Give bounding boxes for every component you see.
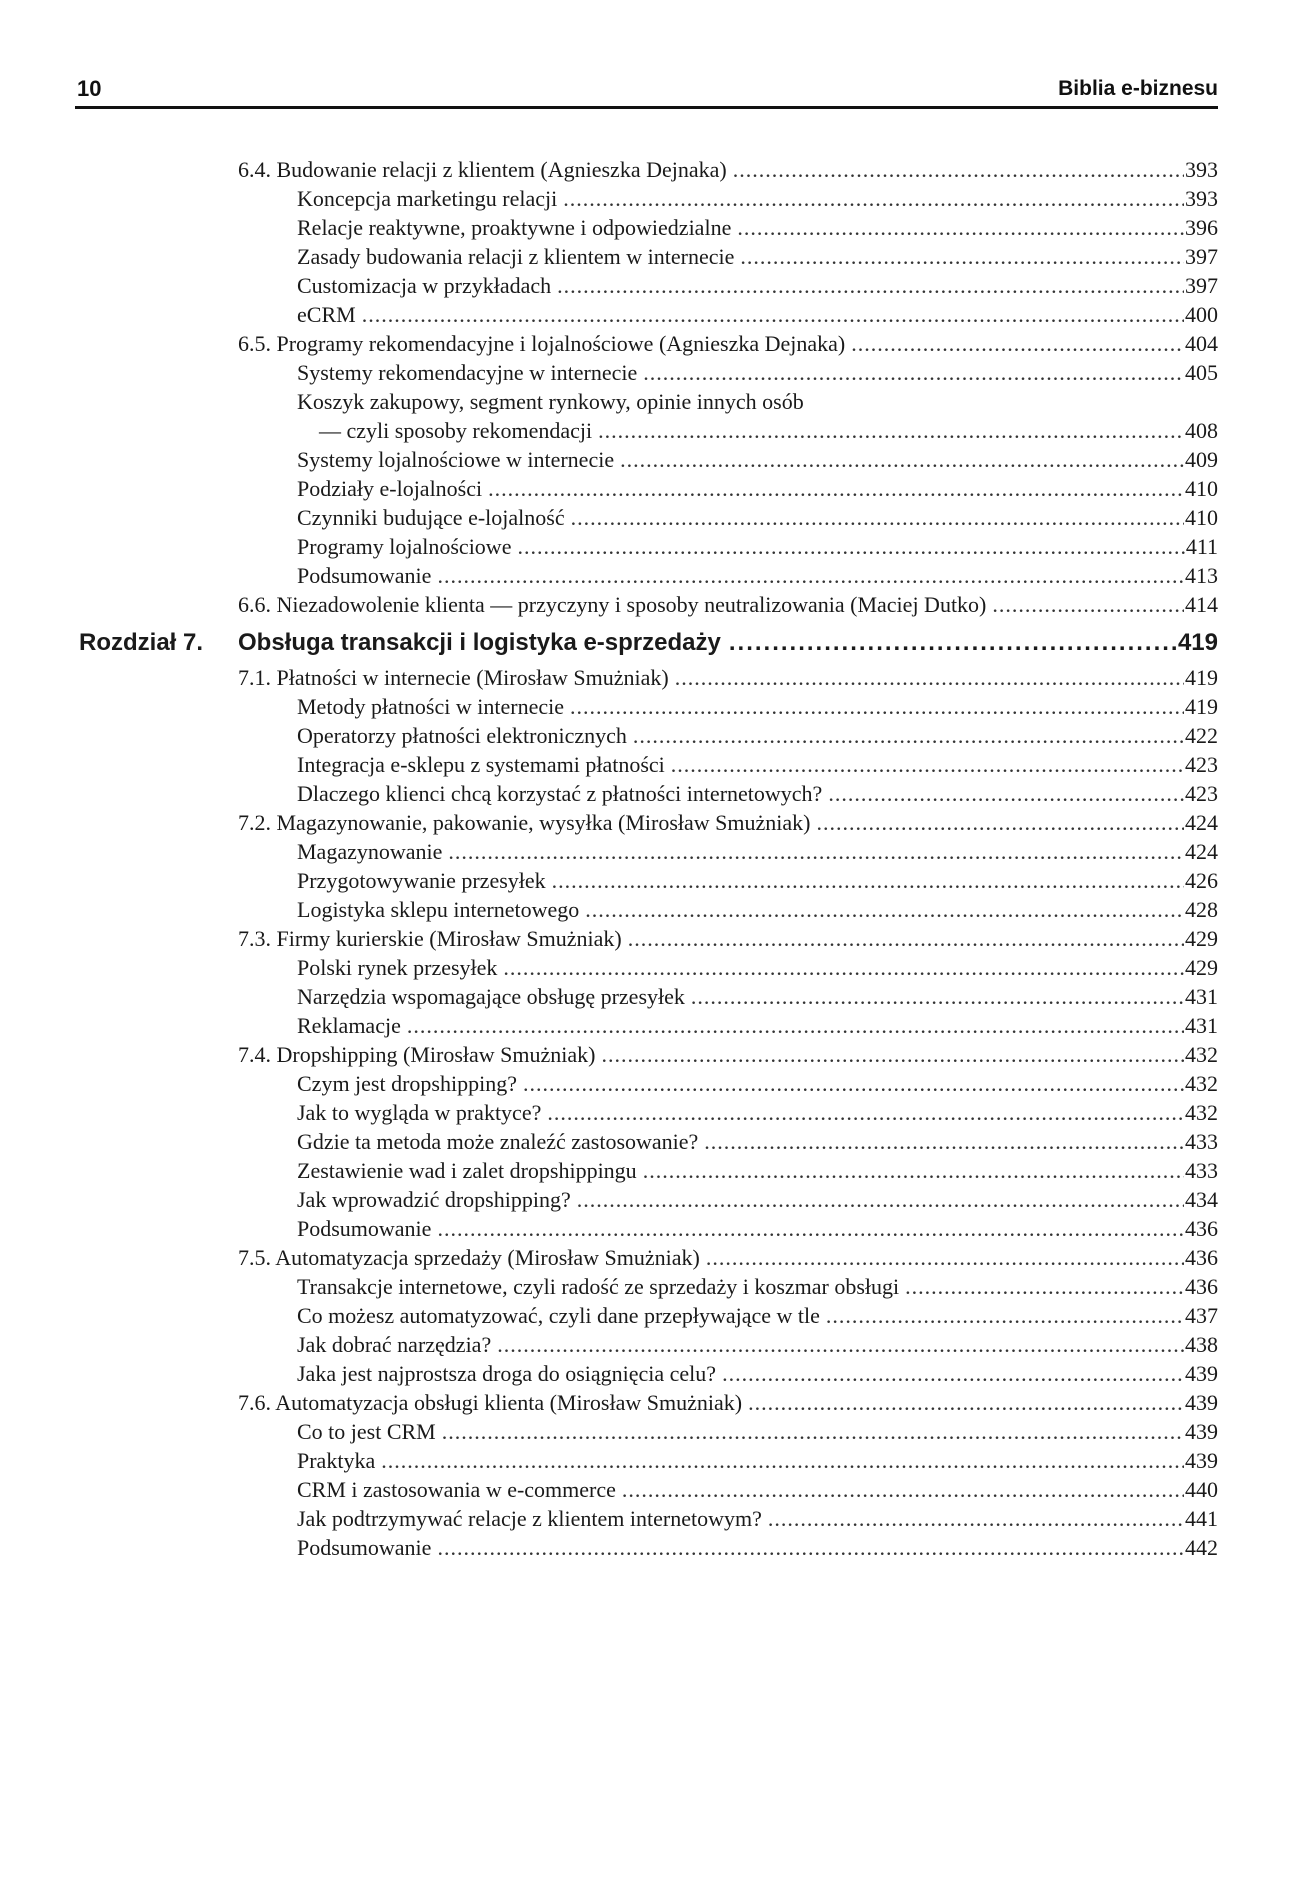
dot-leader [704, 1127, 1184, 1156]
running-title: Biblia e-biznesu [1058, 77, 1218, 100]
entry-title: 7.3. Firmy kurierskie (Mirosław Smużniak) [238, 926, 622, 951]
dot-leader [620, 445, 1184, 474]
entry-page: 409 [1185, 447, 1218, 472]
entry-page: 439 [1185, 1361, 1218, 1386]
entry-title: Jak podtrzymywać relacje z klientem internetowym? [297, 1506, 762, 1531]
dot-leader [381, 1446, 1184, 1475]
toc-subsection-entry [75, 561, 1218, 590]
dot-leader [571, 503, 1184, 532]
toc-subsection-entry [75, 1446, 1218, 1475]
entry-title: Operatorzy płatności elektronicznych [297, 723, 627, 748]
dot-leader [628, 924, 1184, 953]
entry-title: Podsumowanie [297, 1535, 432, 1560]
dot-leader [851, 329, 1184, 358]
entry-page: 431 [1185, 984, 1218, 1009]
toc-subsection-entry [75, 895, 1218, 924]
dot-leader [523, 1069, 1184, 1098]
entry-page: 439 [1185, 1448, 1218, 1473]
entry-page: 440 [1185, 1477, 1218, 1502]
entry-page: 419 [1185, 694, 1218, 719]
entry-title: Praktyka [297, 1448, 376, 1473]
dot-leader [437, 1533, 1184, 1562]
entry-page: 405 [1185, 360, 1218, 385]
entry-page: 436 [1185, 1274, 1218, 1299]
toc-subsection-entry [75, 242, 1218, 271]
toc-section-entry [75, 1040, 1218, 1069]
entry-page: 433 [1185, 1129, 1218, 1154]
entry-title: Zasady budowania relacji z klientem w internecie [297, 244, 735, 269]
toc-subsection-entry [75, 532, 1218, 561]
entry-title: Dlaczego klienci chcą korzystać z płatności internetowych? [297, 781, 823, 806]
entry-page: 413 [1185, 563, 1218, 588]
toc-section-entry [75, 329, 1218, 358]
dot-leader [737, 213, 1184, 242]
entry-title: Transakcje internetowe, czyli radość ze sprzedaży i koszmar obsługi [297, 1274, 900, 1299]
entry-title: Co możesz automatyzować, czyli dane przepływające w tle [297, 1303, 820, 1328]
entry-page: 404 [1185, 331, 1218, 356]
toc-section-entry [75, 1388, 1218, 1417]
dot-leader [706, 1243, 1184, 1272]
toc-subsection-entry [75, 300, 1218, 329]
dot-leader [517, 532, 1184, 561]
dot-leader [733, 155, 1184, 184]
toc-subsection-entry [75, 866, 1218, 895]
toc-subsection-entry [75, 271, 1218, 300]
entry-title: Koszyk zakupowy, segment rynkowy, opinie innych osób [297, 389, 804, 414]
entry-title: Relacje reaktywne, proaktywne i odpowiedzialne [297, 215, 732, 240]
dot-leader [729, 623, 1176, 663]
entry-page: 436 [1185, 1245, 1218, 1270]
dot-leader [828, 779, 1184, 808]
toc-subsection-entry [75, 721, 1218, 750]
toc-subsection-entry [75, 779, 1218, 808]
header-rule [75, 106, 1218, 109]
toc-subsection-entry [75, 1272, 1218, 1301]
dot-leader [585, 895, 1184, 924]
entry-page: 437 [1185, 1303, 1218, 1328]
table-of-contents [75, 155, 1218, 1562]
entry-title: Jak dobrać narzędzia? [297, 1332, 492, 1357]
toc-subsection-entry [75, 1359, 1218, 1388]
toc-subsection-entry [75, 953, 1218, 982]
toc-subsection-entry [75, 1185, 1218, 1214]
entry-page: 439 [1185, 1419, 1218, 1444]
entry-title: eCRM [297, 302, 356, 327]
entry-title: 6.5. Programy rekomendacyjne i lojalnościowe (Agnieszka Dejnaka) [238, 331, 846, 356]
dot-leader [691, 982, 1184, 1011]
toc-subsection-entry [75, 358, 1218, 387]
toc-subsection-entry [75, 184, 1218, 213]
dot-leader [768, 1504, 1184, 1533]
entry-page: 424 [1185, 839, 1218, 864]
toc-subsection-entry [75, 1330, 1218, 1359]
dot-leader [488, 474, 1184, 503]
chapter-label: Rozdział 7. [79, 629, 204, 656]
toc-subsection-entry [75, 213, 1218, 242]
entry-page: 396 [1185, 215, 1218, 240]
dot-leader [598, 416, 1184, 445]
dot-leader [570, 692, 1184, 721]
entry-title: 6.6. Niezadowolenie klienta — przyczyny i sposoby neutralizowania (Maciej Dutko) [238, 592, 987, 617]
entry-page: 393 [1185, 157, 1218, 182]
dot-leader [547, 1098, 1184, 1127]
entry-title: Podziały e-lojalności [297, 476, 483, 501]
entry-title: 6.4. Budowanie relacji z klientem (Agnieszka Dejnaka) [238, 157, 727, 182]
toc-subsection-entry [75, 474, 1218, 503]
entry-page: 393 [1185, 186, 1218, 211]
chapter-heading [75, 623, 1218, 663]
entry-page: 428 [1185, 897, 1218, 922]
dot-leader [826, 1301, 1184, 1330]
dot-leader [748, 1388, 1184, 1417]
entry-page: 432 [1185, 1100, 1218, 1125]
entry-page: 424 [1185, 810, 1218, 835]
entry-page: 410 [1185, 505, 1218, 530]
toc-section-entry [75, 155, 1218, 184]
toc-subsection-entry [75, 1069, 1218, 1098]
entry-page: 438 [1185, 1332, 1218, 1357]
dot-leader [905, 1272, 1184, 1301]
dot-leader [816, 808, 1184, 837]
toc-subsection-entry [75, 1417, 1218, 1446]
entry-page: 442 [1185, 1535, 1218, 1560]
page-header [75, 72, 1218, 108]
entry-title: CRM i zastosowania w e-commerce [297, 1477, 616, 1502]
entry-title: Co to jest CRM [297, 1419, 436, 1444]
entry-title: Integracja e-sklepu z systemami płatności [297, 752, 665, 777]
entry-title: Podsumowanie [297, 1216, 432, 1241]
entry-page: 433 [1185, 1158, 1218, 1183]
chapter-page: 419 [1177, 629, 1218, 656]
dot-leader [448, 837, 1184, 866]
dot-leader [362, 300, 1184, 329]
dot-leader [643, 1156, 1184, 1185]
entry-title: Jaka jest najprostsza droga do osiągnięcia celu? [297, 1361, 717, 1386]
entry-title: Polski rynek przesyłek [297, 955, 498, 980]
entry-page: 439 [1185, 1390, 1218, 1415]
entry-page: 410 [1185, 476, 1218, 501]
dot-leader [740, 242, 1184, 271]
toc-section-entry [75, 590, 1218, 619]
toc-section-entry [75, 1243, 1218, 1272]
dot-leader [503, 953, 1184, 982]
entry-title: Gdzie ta metoda może znaleźć zastosowanie? [297, 1129, 699, 1154]
dot-leader [722, 1359, 1184, 1388]
dot-leader [643, 358, 1184, 387]
dot-leader [622, 1475, 1184, 1504]
entry-title: — czyli sposoby rekomendacji [297, 418, 593, 443]
entry-title: Jak to wygląda w praktyce? [297, 1100, 542, 1125]
entry-title: Programy lojalnościowe [297, 534, 512, 559]
entry-page: 441 [1185, 1506, 1218, 1531]
toc-subsection-entry [75, 416, 1218, 445]
toc-section-7 [75, 663, 1218, 1562]
entry-page: 397 [1185, 273, 1218, 298]
entry-page: 419 [1185, 665, 1218, 690]
entry-page: 434 [1185, 1187, 1218, 1212]
toc-subsection-entry [75, 1098, 1218, 1127]
entry-page: 423 [1185, 752, 1218, 777]
entry-title: Jak wprowadzić dropshipping? [297, 1187, 571, 1212]
toc-section-entry [75, 924, 1218, 953]
toc-section-entry [75, 808, 1218, 837]
toc-subsection-entry [75, 1214, 1218, 1243]
entry-page: 397 [1185, 244, 1218, 269]
entry-page: 414 [1185, 592, 1218, 617]
entry-title: Logistyka sklepu internetowego [297, 897, 580, 922]
dot-leader [437, 1214, 1184, 1243]
dot-leader [671, 750, 1184, 779]
entry-title: Metody płatności w internecie [297, 694, 564, 719]
dot-leader [675, 663, 1184, 692]
entry-page: 436 [1185, 1216, 1218, 1241]
toc-subsection-entry [75, 1475, 1218, 1504]
entry-title: 7.2. Magazynowanie, pakowanie, wysyłka (Mirosław Smużniak) [238, 810, 811, 835]
entry-page: 429 [1185, 955, 1218, 980]
entry-title: Reklamacje [297, 1013, 401, 1038]
dot-leader [992, 590, 1184, 619]
dot-leader [557, 271, 1184, 300]
dot-leader [437, 561, 1184, 590]
toc-subsection-entry [75, 1156, 1218, 1185]
toc-subsection-entry [75, 387, 1218, 416]
entry-page: 411 [1185, 534, 1218, 559]
dot-leader [497, 1330, 1184, 1359]
entry-title: Podsumowanie [297, 563, 432, 588]
chapter-title: Obsługa transakcji i logistyka e-sprzedaży [238, 629, 721, 656]
entry-title: Customizacja w przykładach [297, 273, 552, 298]
entry-title: Systemy rekomendacyjne w internecie [297, 360, 638, 385]
toc-subsection-entry [75, 692, 1218, 721]
toc-subsection-entry [75, 1533, 1218, 1562]
dot-leader [577, 1185, 1184, 1214]
entry-title: 7.1. Płatności w internecie (Mirosław Smużniak) [238, 665, 669, 690]
entry-title: Zestawienie wad i zalet dropshippingu [297, 1158, 637, 1183]
entry-page: 423 [1185, 781, 1218, 806]
entry-title: Koncepcja marketingu relacji [297, 186, 558, 211]
toc-subsection-entry [75, 750, 1218, 779]
dot-leader [563, 184, 1184, 213]
toc-subsection-entry [75, 1127, 1218, 1156]
entry-title: Systemy lojalnościowe w internecie [297, 447, 615, 472]
entry-page: 400 [1185, 302, 1218, 327]
entry-page: 422 [1185, 723, 1218, 748]
page-number: 10 [77, 76, 102, 101]
toc-subsection-entry [75, 1301, 1218, 1330]
entry-title: Czynniki budujące e-lojalność [297, 505, 565, 530]
entry-page: 432 [1185, 1071, 1218, 1096]
entry-page: 432 [1185, 1042, 1218, 1067]
toc-subsection-entry [75, 1504, 1218, 1533]
dot-leader [442, 1417, 1184, 1446]
toc-subsection-entry [75, 837, 1218, 866]
entry-page: 429 [1185, 926, 1218, 951]
entry-title: Przygotowywanie przesyłek [297, 868, 546, 893]
toc-section-entry [75, 663, 1218, 692]
entry-title: 7.4. Dropshipping (Mirosław Smużniak) [238, 1042, 596, 1067]
entry-title: Czym jest dropshipping? [297, 1071, 517, 1096]
dot-leader [552, 866, 1184, 895]
dot-leader [407, 1011, 1184, 1040]
entry-title: Magazynowanie [297, 839, 443, 864]
entry-page: 408 [1185, 418, 1218, 443]
toc-section-6 [75, 155, 1218, 619]
dot-leader [633, 721, 1184, 750]
entry-title: Narzędzia wspomagające obsługę przesyłek [297, 984, 685, 1009]
toc-subsection-entry [75, 982, 1218, 1011]
toc-subsection-entry [75, 503, 1218, 532]
entry-title: 7.5. Automatyzacja sprzedaży (Mirosław Smużniak) [238, 1245, 700, 1270]
entry-title: 7.6. Automatyzacja obsługi klienta (Mirosław Smużniak) [238, 1390, 743, 1415]
dot-leader [601, 1040, 1184, 1069]
toc-subsection-entry [75, 445, 1218, 474]
entry-page: 426 [1185, 868, 1218, 893]
toc-subsection-entry [75, 1011, 1218, 1040]
entry-page: 431 [1185, 1013, 1218, 1038]
